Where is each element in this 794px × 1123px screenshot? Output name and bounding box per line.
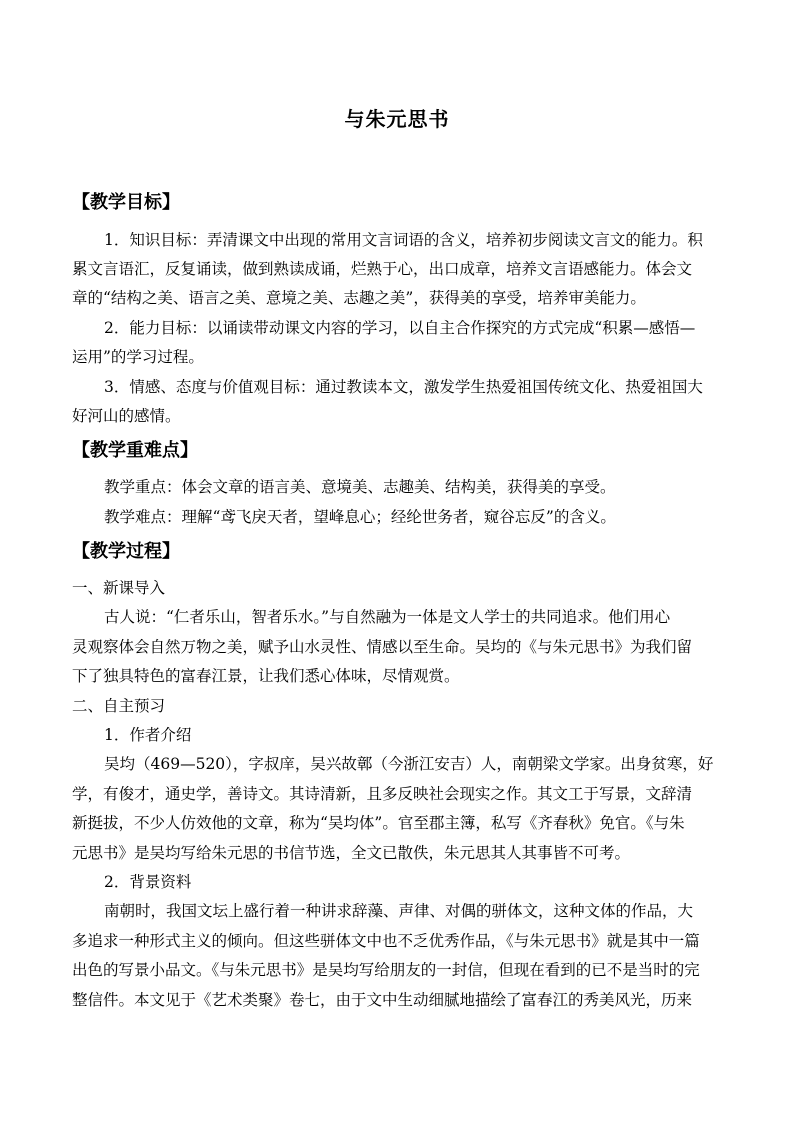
paragraph-line: 古人说：“仁者乐山，智者乐水。”与自然融为一体是文人学士的共同追求。他们用心 xyxy=(104,608,671,626)
subsection-heading: 二、自主预习 xyxy=(72,697,166,715)
section-heading-keypoints: 【教学重难点】 xyxy=(72,440,198,461)
paragraph-line: 南朝时，我国文坛上盛行着一种讲求辞藻、声律、对偶的骈体文，这种文体的作品，大 xyxy=(104,902,694,920)
paragraph-line: 3．情感、态度与价值观目标：通过教读本文，激发学生热爱祖国传统文化、热爱祖国大 xyxy=(104,378,703,396)
paragraph-line: 多追求一种形式主义的倾向。但这些骈体文中也不乏优秀作品，《与朱元思书》就是其中一篇 xyxy=(72,932,700,950)
paragraph-line: 元思书》是吴均写给朱元思的书信节选，全文已散佚，朱元思其人其事皆不可考。 xyxy=(72,844,631,862)
section-heading-goals: 【教学目标】 xyxy=(72,192,180,213)
paragraph-line: 新挺拔，不少人仿效他的文章，称为“吴均体”。官至郡主簿，私写《齐春秋》免官。《与朱 xyxy=(72,814,685,832)
paragraph-line: 运用”的学习过程。 xyxy=(72,348,204,366)
section-heading-process: 【教学过程】 xyxy=(72,541,180,562)
paragraph-line: 2．能力目标：以诵读带动课文内容的学习，以自主合作探究的方式完成“积累—感悟— xyxy=(104,319,696,337)
paragraph-line: 下了独具特色的富春江景，让我们悉心体味，尽情观赏。 xyxy=(72,667,460,685)
paragraph-line: 出色的写景小品文。《与朱元思书》是吴均写给朋友的一封信，但现在看到的已不是当时的完 xyxy=(72,961,700,979)
paragraph-line: 累文言语汇，反复诵读，做到熟读成诵，烂熟于心，出口成章，培养文言语感能力。体会文 xyxy=(72,260,693,278)
sub-item-heading: 1．作者介绍 xyxy=(104,726,192,744)
paragraph-line: 教学难点：理解“鸢飞戾天者，望峰息心；经纶世务者，窥谷忘反”的含义。 xyxy=(104,508,616,526)
page-title: 与朱元思书 xyxy=(344,107,450,131)
paragraph-line: 整信件。本文见于《艺术类聚》卷七，由于文中生动细腻地描绘了富春江的秀美风光，历来 xyxy=(72,991,693,1009)
sub-item-heading: 2．背景资料 xyxy=(104,873,192,891)
paragraph-line: 教学重点：体会文章的语言美、意境美、志趣美、结构美，获得美的享受。 xyxy=(104,478,616,496)
paragraph-line: 学，有俊才，通史学，善诗文。其诗清新，且多反映社会现实之作。其文工于写景，文辞清 xyxy=(72,785,693,803)
paragraph-line: 吴均（469—520），字叔庠，吴兴故鄣（今浙江安吉）人，南朝梁文学家。出身贫寒，好 xyxy=(104,755,714,773)
paragraph-line: 1．知识目标：弄清课文中出现的常用文言词语的含义，培养初步阅读文言文的能力。积 xyxy=(104,231,703,249)
paragraph-line: 灵观察体会自然万物之美，赋予山水灵性、情感以至生命。吴均的《与朱元思书》为我们留 xyxy=(72,638,693,656)
paragraph-line: 章的“结构之美、语言之美、意境之美、志趣之美”，获得美的享受，培养审美能力。 xyxy=(72,289,646,307)
subsection-heading: 一、新课导入 xyxy=(72,579,166,597)
paragraph-line: 好河山的感情。 xyxy=(72,407,181,425)
